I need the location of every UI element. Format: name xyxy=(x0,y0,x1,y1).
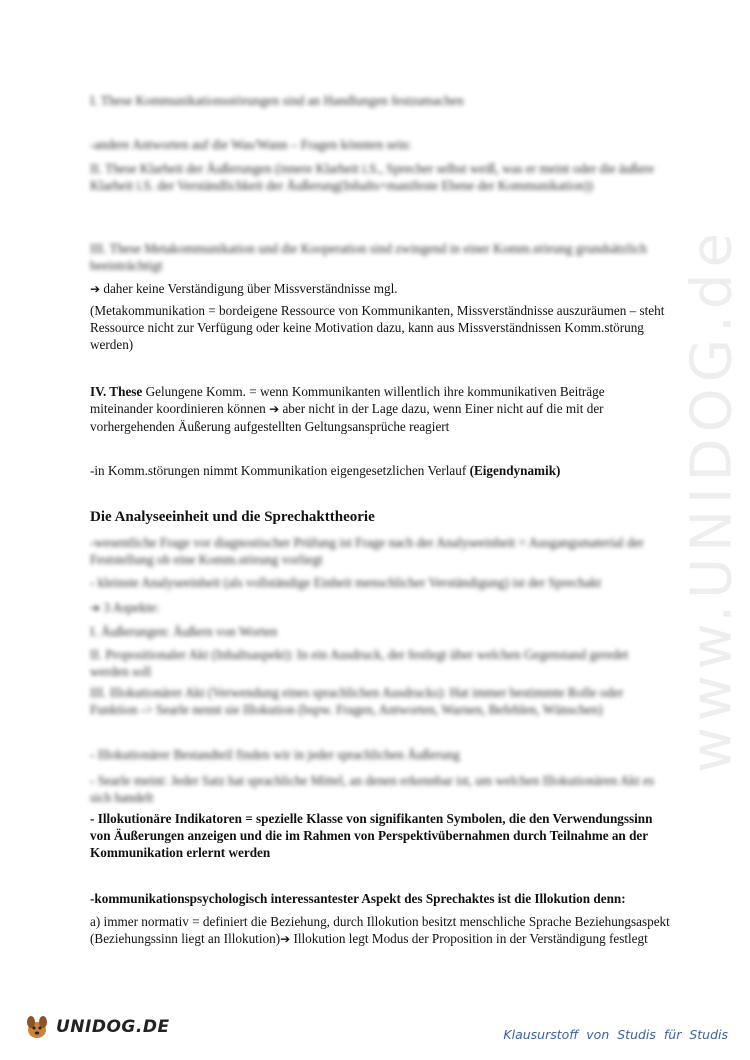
these-2-blurred: II. These Klarheit der Äußerungen (innere Klarheit i.S., Sprecher selbst weiß, was er meint oder die äußere Klarheit i.S. der Verständlichkeit der Äußerung(Inhalts+manifeste Ebene der Kommunikation)) xyxy=(90,161,655,193)
daher-line xyxy=(90,280,670,298)
interessant-line: -kommunikationspsychologisch interessantester Aspekt des Sprechaktes ist die Illokution denn: xyxy=(90,891,626,906)
bestandteil-blurred: - Illokutionärer Bestandteil finden wir in jeder sprachlichen Äußerung xyxy=(90,747,460,762)
watermark: www.UNIDOG.de xyxy=(679,227,745,773)
aspekt-1-blurred: I. Äußerungen: Äußern von Worten xyxy=(90,624,278,639)
arrow-right-icon: ➔ xyxy=(280,932,291,946)
these-4-label: IV. These xyxy=(90,384,143,399)
footer-logo xyxy=(22,1012,170,1042)
arrow-right-icon: ➔ xyxy=(90,601,101,615)
kleinste-einheit-blurred: - kleinste Analyseeinheit (als vollständige Einheit menschlicher Verständigung) ist der Sprechakt xyxy=(90,575,602,590)
footer-tagline: Klausurstoff von Studis für Studis xyxy=(503,1027,728,1042)
these-4-text-b: aber nicht in der Lage dazu, wenn Einer nicht auf die mit der vorhergehenden Äußerung aufgestellten Geltungsansprüche reagiert xyxy=(90,401,604,434)
arrow-right-icon: ➔ xyxy=(90,282,101,296)
these-1-blurred: I. These Kommunikationsstörungen sind an Handlungen festzumachen xyxy=(90,93,464,108)
aspekt-3-blurred: III. Illokutionärer Akt (Verwendung eines sprachlichen Ausdrucks): Hat immer bestimmte Rolle oder Funktion -> Searle nennt sie Illokution (bspw. Fragen, Antworten, Warnen, Befehlen, Wünschen) xyxy=(90,685,624,717)
normativ-text-b: Illokution legt Modus der Proposition in der Verständigung festlegt xyxy=(290,931,648,946)
eigendynamik-text: -in Komm.störungen nimmt Kommunikation eigengesetzlichen Verlauf xyxy=(90,463,470,478)
these-4-text-a: Gelungene Komm. = wenn Kommunikanten willentlich ihre kommunikativen Beiträge miteinander koordinieren können xyxy=(90,384,605,416)
indikatoren-paragraph: - Illokutionäre Indikatoren = spezielle Klasse von signifikanten Symbolen, die den Verwendungssinn von Äußerungen anzeigen und die im Rahmen von Perspektivübernahmen durch Teilnahme an der Kommunikation erlernt werden xyxy=(90,811,653,860)
these-3-blurred: III. These Metakommunikation und die Kooperation sind zwingend in einer Komm.störung grundsätzlich beeinträchtigt xyxy=(90,241,647,273)
arrow-right-icon: ➔ xyxy=(269,402,280,416)
metakommunikation-paragraph: (Metakommunikation = bordeigene Ressource von Kommunikanten, Missverständnisse auszuräumen – steht Ressource nicht zur Verfügung oder keine Motivation dazu, kann aus Missverständnissen Komm.störung werden) xyxy=(90,303,665,352)
footer-logo-text: UNIDOG.DE xyxy=(56,1017,170,1037)
eigendynamik-bold: (Eigendynamik) xyxy=(469,463,561,478)
section-heading: Die Analyseeinheit und die Sprechakttheorie xyxy=(90,509,375,525)
aspekt-2-blurred: II. Propositionaler Akt (Inhaltsaspekt): In ein Ausdruck, der festlegt über welchen Gegenstand geredet werden soll xyxy=(90,647,629,679)
wesentliche-frage-blurred: -wesentliche Frage vor diagnostischer Prüfung ist Frage nach der Analyseeinheit = Ausgangsmaterial der Feststellung ob eine Komm.störung vorliegt xyxy=(90,535,644,567)
aspekte-text: 3 Aspekte: xyxy=(103,600,160,615)
searle-blurred: - Searle meint: Jeder Satz hat sprachliche Mittel, an denen erkennbar ist, um welchen Illokutionären Akt es sich handelt xyxy=(90,773,654,805)
dog-logo-icon xyxy=(22,1012,52,1042)
daher-text: daher keine Verständigung über Missverständnisse mgl. xyxy=(103,281,398,296)
eigendynamik-line xyxy=(90,462,670,479)
normativ-paragraph xyxy=(90,913,670,948)
aspekte-blurred xyxy=(90,599,670,617)
andere-antworten-blurred: -andere Antworten auf die Was/Wann – Fragen könnten sein: xyxy=(90,137,412,152)
these-4-paragraph xyxy=(90,383,670,435)
normativ-text-a: a) immer normativ = definiert die Beziehung, durch Illokution besitzt menschliche Sprache Beziehungsaspekt (Beziehungssinn liegt an Illokution) xyxy=(90,914,670,946)
